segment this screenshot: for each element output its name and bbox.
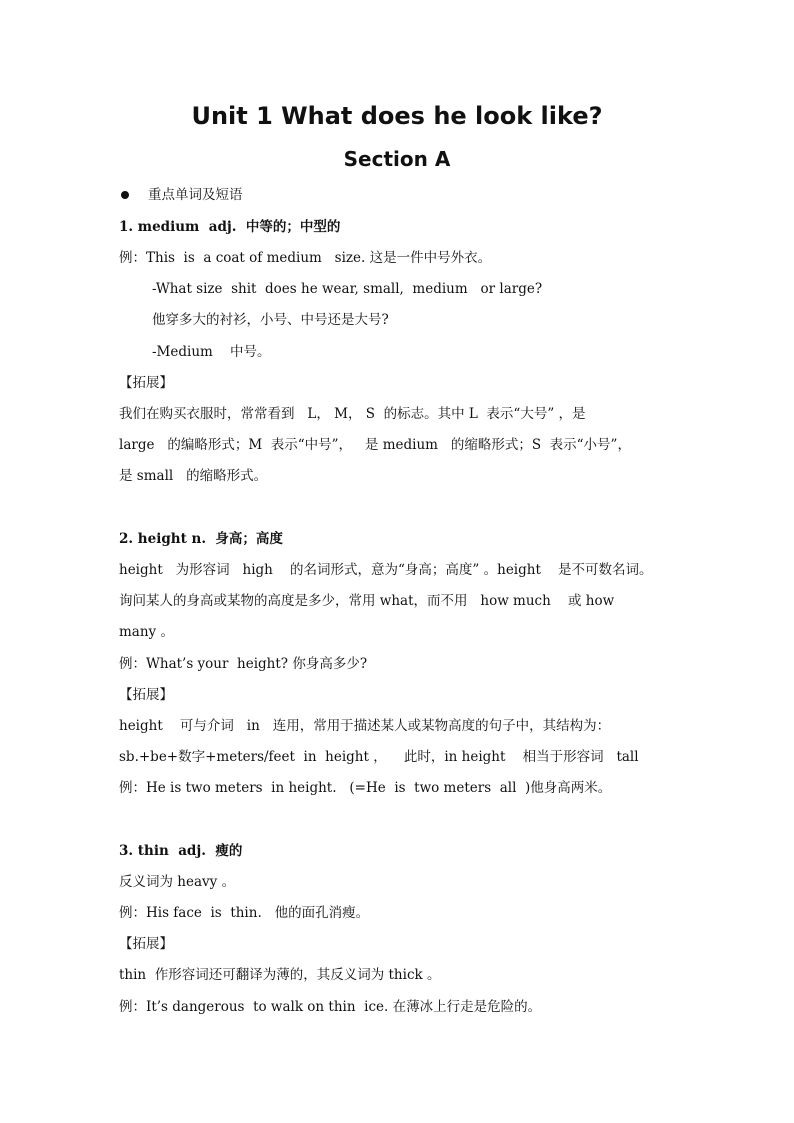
paragraph-line: 反义词为 heavy 。 [119,874,236,890]
extension-label: 【拓展】 [119,687,173,703]
example-line: 他穿多大的衬衫，小号、中号还是大号? [152,312,389,328]
extension-label: 【拓展】 [119,936,173,952]
example-line: 例：He is two meters in height. (=He is two meters all )他身高两米。 [119,780,612,796]
example-line: 例：What’s your height? 你身高多少? [119,656,368,672]
example-line: 例：It’s dangerous to walk on thin ice. 在薄冰上行走是危险的。 [119,999,542,1015]
entry-heading-thin: 3. thin adj. 瘦的 [119,843,243,859]
bullet-icon [121,191,129,199]
paragraph-line: 是 small 的缩略形式。 [119,468,268,484]
example-line: 例：His face is thin. 他的面孔消瘦。 [119,905,370,921]
section-title: Section A [343,147,451,171]
paragraph-line: height 可与介词 in 连用，常用于描述某人或某物高度的句子中，其结构为： [119,718,611,734]
paragraph-line: 我们在购买衣服时，常常看到 L， M， S 的标志。其中 L 表示“大号” ，是 [119,406,586,422]
paragraph-line: large 的编略形式；M 表示“中号”， 是 medium 的缩略形式；S 表示“小号”， [119,437,631,453]
extension-label: 【拓展】 [119,375,173,391]
entry-heading-medium: 1. medium adj. 中等的；中型的 [119,219,341,235]
paragraph-line: height 为形容词 high 的名词形式，意为“身高；高度” 。height 是不可数名词。 [119,562,653,578]
example-line: -What size shit does he wear, small, medium or large? [152,281,543,297]
paragraph-line: 询问某人的身高或某物的高度是多少，常用 what，而不用 how much 或 how [119,593,615,609]
example-line: 例：This is a coat of medium size. 这是一件中号外衣。 [119,250,492,266]
section-heading: 重点单词及短语 [148,187,243,203]
example-line: -Medium 中号。 [152,344,271,360]
entry-heading-height: 2. height n. 身高；高度 [119,531,283,547]
paragraph-line: sb.+be+数字+meters/feet in height ， 此时，in height 相当于形容词 tall [119,749,639,765]
paragraph-line: thin 作形容词还可翻译为薄的，其反义词为 thick 。 [119,967,441,983]
paragraph-line: many 。 [119,624,174,640]
page-title: Unit 1 What does he look like? [191,102,603,130]
